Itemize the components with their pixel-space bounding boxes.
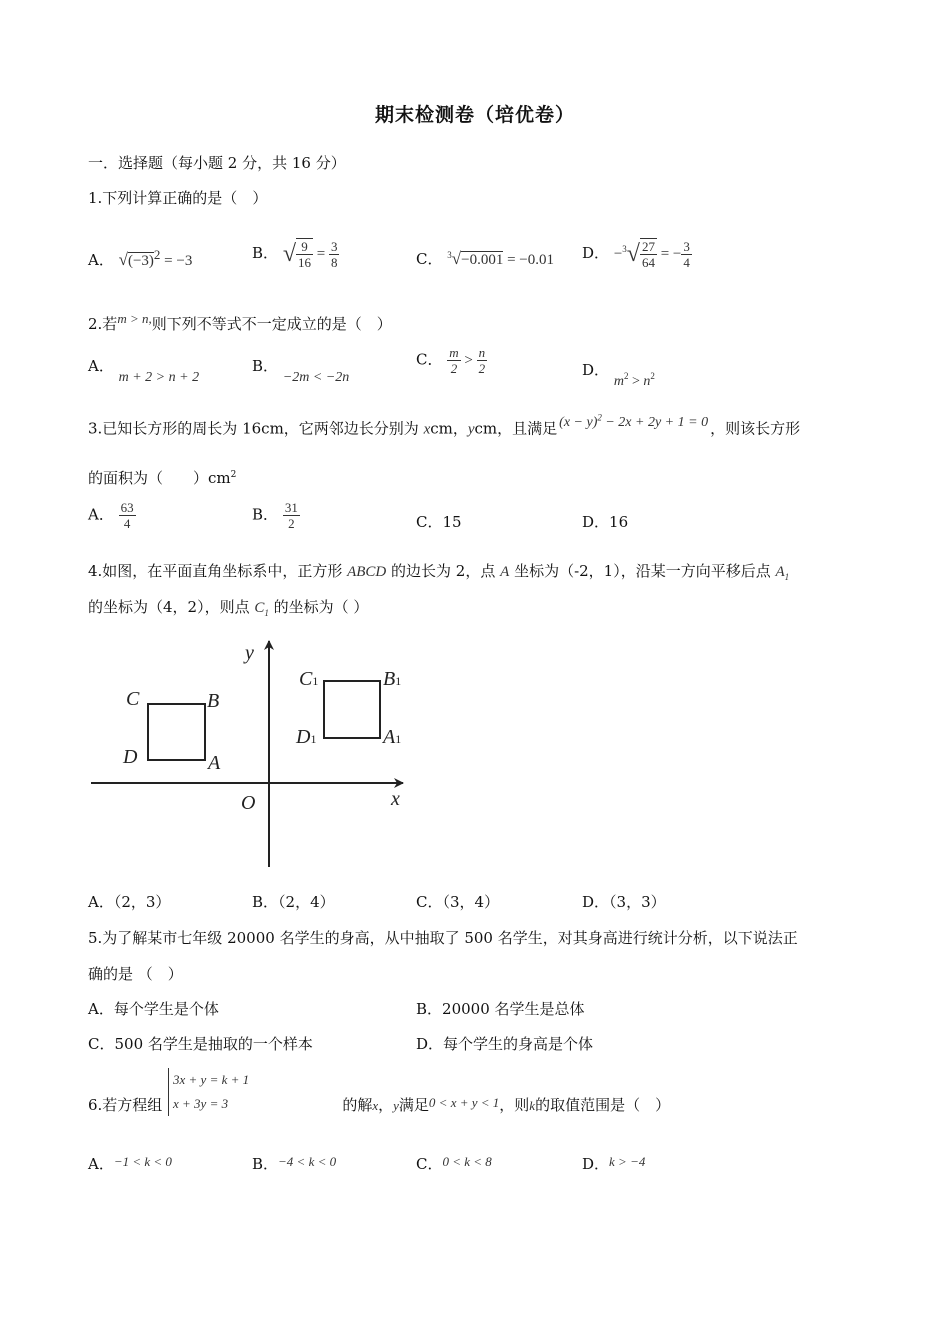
q4-option-c: C．（3，4） xyxy=(416,893,500,911)
label-c: C xyxy=(126,688,140,710)
label-c1: C1 xyxy=(299,668,319,690)
q6-equation-1: 3x + y = k + 1 xyxy=(173,1072,250,1087)
q5-option-c: C．500 名学生是抽取的一个样本 xyxy=(88,1035,313,1053)
label-d: D xyxy=(123,746,138,768)
q6-equation-system xyxy=(168,1068,249,1116)
q5-option-b: B．20000 名学生是总体 xyxy=(416,1000,585,1018)
q4-option-b: B．（2，4） xyxy=(252,893,335,911)
q1-option-c: C． $^3$√−0.001 = −0.01 xyxy=(416,249,554,268)
label-b: B xyxy=(207,690,220,712)
label-a: A xyxy=(208,752,221,774)
q3-stem-line2: 的面积为（ ）$cm^2$ xyxy=(88,469,237,487)
q6-option-a: A．−1 < k < 0 xyxy=(88,1154,172,1173)
y-axis-label: y xyxy=(245,642,254,664)
q6-stem: 6.若方程组 的解x，y满足0 < x + y < 1，则k的取值范围是（ ） xyxy=(88,1095,671,1114)
q3-option-c: C．15 xyxy=(416,513,462,531)
q5-stem-line2: 确的是 （ ） xyxy=(88,965,183,983)
q5-stem-line1: 5.为了解某市七年级 20000 名学生的身高，从中抽取了 500 名学生，对其身高进行统计分析，以下说法正 xyxy=(88,929,798,947)
q6-option-d: D．k > −4 xyxy=(582,1154,646,1173)
q3-option-a: A． $\frac{63}{4}$ xyxy=(88,500,134,531)
page-title: 期末检测卷（培优卷） xyxy=(374,104,575,126)
square-a1b1c1d1 xyxy=(324,681,380,738)
label-d1: D1 xyxy=(296,726,317,748)
q4-option-a: A．（2，3） xyxy=(88,893,171,911)
q4-stem-line2: 的坐标为（4，2），则点 $C_1$ 的坐标为（ ） xyxy=(88,598,369,618)
x-axis-label: x xyxy=(391,788,400,810)
q3-option-d: D．16 xyxy=(582,513,629,531)
q3-stem-line1: 3.已知长方形的周长为 16cm，它两邻边长分别为 xcm，ycm，且满足 $(x - y)^2 - 2x + 2y + 1 = 0$ ，则该长方形 xyxy=(88,412,801,438)
q4-option-d: D．（3，3） xyxy=(582,893,666,911)
square-abcd xyxy=(148,704,205,760)
q5-option-d: D．每个学生的身高是个体 xyxy=(416,1035,594,1053)
q6-option-c: C．0 < k < 8 xyxy=(416,1154,492,1173)
origin-label: O xyxy=(241,792,256,814)
q1-option-b: B． √ $\frac{9}{16}$ = $\frac{3}{8}$ xyxy=(252,238,338,270)
q2-option-d: D． $m^2 > n^2$ xyxy=(582,361,655,389)
q2-option-c: C． $\frac{m}{2}$ > $\frac{n}{2}$ xyxy=(416,345,486,376)
q2-option-a: A． m + 2 > n + 2 xyxy=(88,357,200,385)
q6-option-b: B．−4 < k < 0 xyxy=(252,1154,337,1173)
q4-stem-line1: 4.如图，在平面直角坐标系中，正方形 ABCD 的边长为 2，点 A 坐标为（-2，1），沿某一方向平移后点 $A_1$ xyxy=(88,562,790,582)
q1-stem: 1.下列计算正确的是（ ） xyxy=(88,189,268,207)
q4-coordinate-figure xyxy=(85,635,415,875)
q1-option-d: D． −$^3$√ $\frac{27}{64}$ = − $\frac{3}{4}$ xyxy=(582,238,690,270)
q3-option-b: B． $\frac{31}{2}$ xyxy=(252,500,298,531)
q6-equation-2: x + 3y = 3 xyxy=(173,1096,229,1111)
label-b1: B1 xyxy=(383,668,402,690)
q5-option-a: A．每个学生是个体 xyxy=(88,1000,219,1018)
q1-option-a: A． $√(-3)^2 = -3$ xyxy=(88,247,193,269)
q2-stem: 2.若$^{m > n,}$则下列不等式不一定成立的是（ ） xyxy=(88,311,392,333)
q2-option-b: B． −2m < −2n xyxy=(252,357,350,385)
label-a1: A1 xyxy=(383,726,402,748)
section-heading: 一．选择题（每小题 2 分，共 16 分） xyxy=(88,154,346,172)
